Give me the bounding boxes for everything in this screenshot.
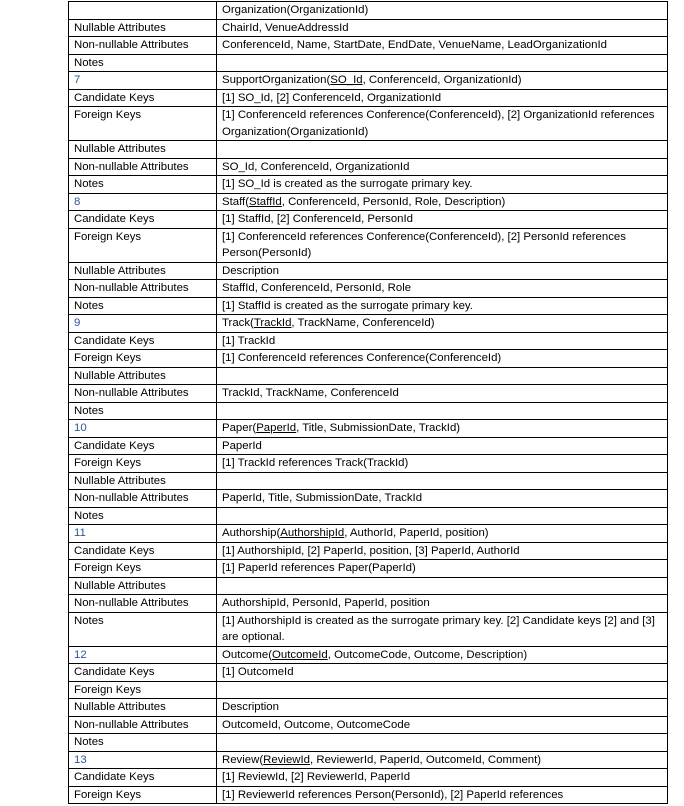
primary-key: StaffId [249,195,282,208]
row-value: Description [217,262,668,280]
row-label: Candidate Keys [69,542,217,560]
row-value: Description [217,699,668,717]
relation-name: Track( [222,317,254,329]
row-value: [1] AuthorshipId is created as the surrogate primary key. [2] Candidate keys [2] and [3] are optional. [217,612,668,646]
table-row [69,786,668,804]
relation-header-row [69,646,668,664]
relation-header-row [69,315,668,333]
table-row [69,262,668,280]
row-label: Notes [69,402,217,420]
row-label: Foreign Keys [69,350,217,368]
table-row [69,367,668,385]
primary-key: PaperId [256,422,297,434]
table-row [69,437,668,455]
table-row [69,769,668,787]
row-label: Candidate Keys [69,211,217,229]
row-label: Nullable Attributes [69,367,217,385]
row-value: [1] ReviewerId references Person(PersonId), [2] PaperId references [217,786,668,804]
relation-number: 7 [69,72,217,90]
table-row [69,507,668,525]
relation-number: 8 [69,193,217,211]
primary-key: OutcomeId [272,648,328,661]
row-label: Non-nullable Attributes [69,490,217,508]
row-value: [1] StaffId, [2] ConferenceId, PersonId [217,211,668,229]
row-label: Candidate Keys [69,664,217,682]
table-row [69,350,668,368]
relation-name: SupportOrganization( [222,74,331,86]
row-label: Foreign Keys [69,560,217,578]
row-label: Nullable Attributes [69,577,217,595]
table-row [69,455,668,473]
row-label: Non-nullable Attributes [69,595,217,613]
row-value: [1] AuthorshipId, [2] PaperId, position, [3] PaperId, AuthorId [217,542,668,560]
row-label: Non-nullable Attributes [69,280,217,298]
row-value: PaperId, Title, SubmissionDate, TrackId [217,490,668,508]
table-row [69,681,668,699]
table-row [69,699,668,717]
row-label: Notes [69,54,217,72]
row-value: [1] TrackId [217,332,668,350]
row-label: Foreign Keys [69,107,217,141]
row-label: Candidate Keys [69,437,217,455]
relation-name: Authorship( [222,527,281,539]
table-row [69,297,668,315]
row-label: Candidate Keys [69,89,217,107]
row-label: Nullable Attributes [69,472,217,490]
relation-attributes: , ReviewerId, PaperId, OutcomeId, Comment) [310,753,542,766]
row-value: [1] ReviewId, [2] ReviewerId, PaperId [217,769,668,787]
table-row [69,54,668,72]
row-value [217,472,668,490]
relation-attributes: , ConferenceId, OrganizationId) [362,74,522,86]
row-value: [1] ConferenceId references Conference(ConferenceId), [2] PersonId references Person(PersonId) [217,228,668,262]
row-label: Notes [69,612,217,646]
row-label: Nullable Attributes [69,262,217,280]
table-row [69,176,668,194]
relation-number: 13 [69,751,217,769]
table-row [69,211,668,229]
row-value [217,367,668,385]
primary-key: SO_Id [330,74,363,86]
relation-name: Staff( [222,195,250,208]
row-value [217,54,668,72]
row-label [69,2,217,20]
table-row [69,490,668,508]
relation-definition [217,525,668,543]
table-row [69,141,668,159]
relation-attributes: , ConferenceId, PersonId, Role, Description) [281,195,506,208]
row-label: Notes [69,734,217,752]
row-label: Foreign Keys [69,228,217,262]
relation-number: 9 [69,315,217,333]
row-value: [1] PaperId references Paper(PaperId) [217,560,668,578]
relation-header-row [69,193,668,211]
relation-number: 10 [69,420,217,438]
relation-number: 12 [69,646,217,664]
table-row [69,107,668,141]
table-row [69,560,668,578]
row-value [217,577,668,595]
relation-header-row [69,72,668,90]
relation-definition [217,315,668,333]
relation-number: 11 [69,525,217,543]
row-value: TrackId, TrackName, ConferenceId [217,385,668,403]
relation-header-row [69,525,668,543]
row-label: Foreign Keys [69,786,217,804]
schema-table [68,1,668,804]
relation-name: Outcome( [222,648,273,661]
table-row [69,385,668,403]
row-value: [1] StaffId is created as the surrogate primary key. [217,297,668,315]
row-label: Nullable Attributes [69,19,217,37]
row-value: OutcomeId, Outcome, OutcomeCode [217,716,668,734]
relation-name: Review( [222,753,264,766]
row-label: Candidate Keys [69,332,217,350]
relation-header-row [69,420,668,438]
table-row [69,37,668,55]
row-label: Non-nullable Attributes [69,385,217,403]
relation-definition [217,751,668,769]
table-row [69,19,668,37]
table-row [69,89,668,107]
row-value: PaperId [217,437,668,455]
table-row [69,716,668,734]
table-row [69,332,668,350]
row-label: Non-nullable Attributes [69,716,217,734]
relation-attributes: , OutcomeCode, Outcome, Description) [327,648,528,661]
table-row [69,228,668,262]
row-value: SO_Id, ConferenceId, OrganizationId [217,158,668,176]
schema-table-body [69,2,668,804]
row-value: Organization(OrganizationId) [217,2,668,20]
row-label: Nullable Attributes [69,141,217,159]
row-value: ConferenceId, Name, StartDate, EndDate, VenueName, LeadOrganizationId [217,37,668,55]
relation-attributes: , AuthorId, PaperId, position) [344,527,489,539]
table-row [69,734,668,752]
table-row [69,158,668,176]
row-label: Notes [69,176,217,194]
row-value: [1] ConferenceId references Conference(ConferenceId) [217,350,668,368]
table-row [69,280,668,298]
table-row [69,577,668,595]
relation-definition [217,420,668,438]
relation-definition [217,72,668,90]
relation-attributes: , TrackName, ConferenceId) [291,317,435,329]
row-label: Non-nullable Attributes [69,158,217,176]
table-row [69,595,668,613]
row-value: ChairId, VenueAddressId [217,19,668,37]
row-value: [1] SO_Id, [2] ConferenceId, OrganizationId [217,89,668,107]
row-value [217,507,668,525]
relation-name: Paper( [222,422,257,434]
relation-header-row [69,751,668,769]
row-value: [1] SO_Id is created as the surrogate primary key. [217,176,668,194]
relation-attributes: , Title, SubmissionDate, TrackId) [296,422,461,434]
table-row [69,402,668,420]
row-label: Foreign Keys [69,455,217,473]
row-label: Nullable Attributes [69,699,217,717]
table-row [69,472,668,490]
row-value: [1] ConferenceId references Conference(ConferenceId), [2] OrganizationId references Organization(OrganizationId) [217,107,668,141]
table-row [69,612,668,646]
relation-definition [217,646,668,664]
primary-key: TrackId [253,317,292,329]
row-value: AuthorshipId, PersonId, PaperId, position [217,595,668,613]
row-label: Candidate Keys [69,769,217,787]
row-label: Foreign Keys [69,681,217,699]
row-label: Notes [69,507,217,525]
row-value [217,402,668,420]
table-row [69,542,668,560]
row-value: [1] TrackId references Track(TrackId) [217,455,668,473]
row-label: Notes [69,297,217,315]
row-value: StaffId, ConferenceId, PersonId, Role [217,280,668,298]
primary-key: ReviewId [263,753,311,766]
table-row [69,2,668,20]
row-label: Non-nullable Attributes [69,37,217,55]
relation-definition [217,193,668,211]
row-value [217,141,668,159]
primary-key: AuthorshipId [280,527,345,539]
row-value: [1] OutcomeId [217,664,668,682]
table-row [69,664,668,682]
row-value [217,681,668,699]
row-value [217,734,668,752]
